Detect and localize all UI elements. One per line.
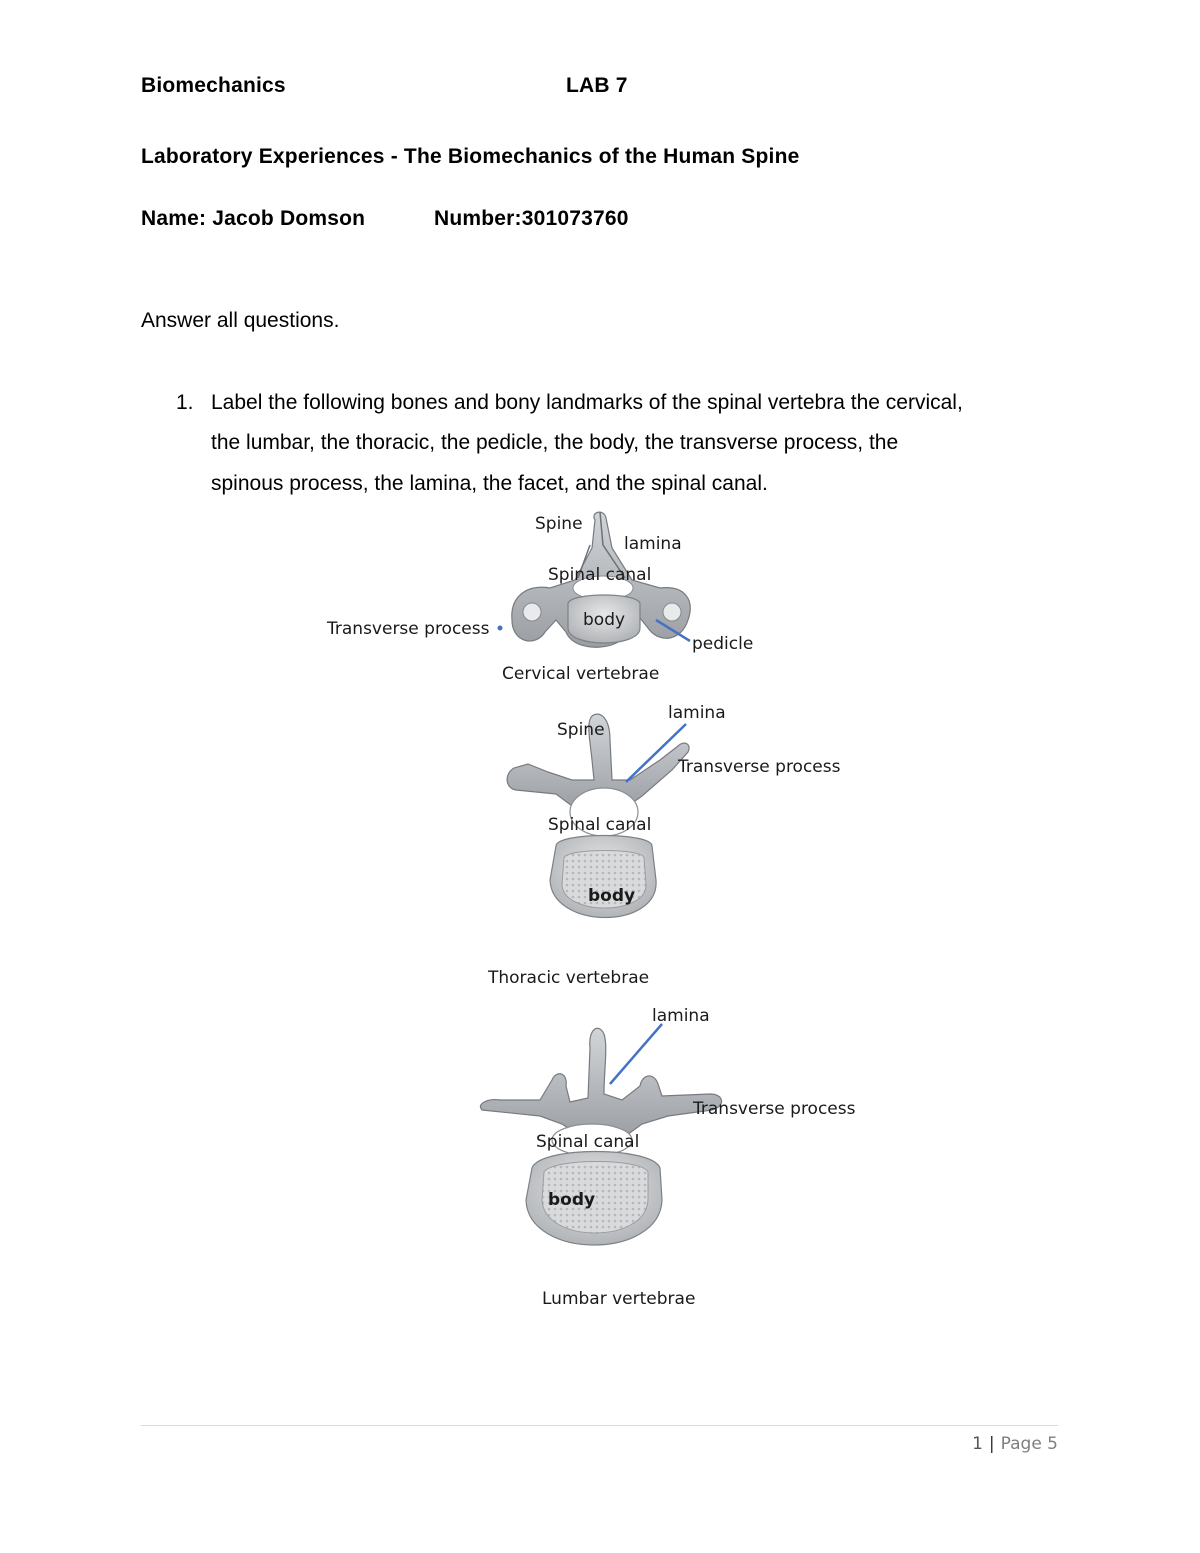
page-label: Page 5 [1000,1434,1058,1454]
label-spinal-canal: Spinal canal [548,565,652,585]
label-lamina: lamina [624,534,682,554]
label-body: body [588,886,636,906]
label-lamina: lamina [652,1006,710,1026]
caption-cervical: Cervical vertebrae [502,664,660,684]
question-number: 1. [176,391,194,414]
label-transverse-process: Transverse process [327,619,490,639]
label-spine: Spine [557,720,605,740]
footer-rule [141,1425,1058,1426]
page-separator: | [988,1434,995,1454]
page-number: 1 [972,1434,983,1454]
lab-number: LAB 7 [566,74,628,97]
label-pedicle: pedicle [692,634,754,654]
label-body: body [583,610,626,630]
caption-lumbar: Lumbar vertebrae [542,1289,696,1309]
question-line: spinous process, the lamina, the facet, and the spinal canal. [211,472,768,495]
label-transverse-process: Transverse process [678,757,841,777]
question-line: Label the following bones and bony landmarks of the spinal vertebra the cervical, [211,391,963,414]
label-spine: Spine [535,514,583,534]
course-title: Biomechanics [141,74,286,97]
page-footer [972,1434,1058,1454]
question-line: the lumbar, the thoracic, the pedicle, the body, the transverse process, the [211,431,899,454]
document-title: Laboratory Experiences - The Biomechanics of the Human Spine [141,145,800,168]
label-lamina: lamina [668,703,726,723]
instructions: Answer all questions. [141,309,340,332]
label-spinal-canal: Spinal canal [548,815,652,835]
label-body: body [548,1190,596,1210]
label-spinal-canal: Spinal canal [536,1132,640,1152]
label-transverse-process: Transverse process [693,1099,856,1119]
student-name: Name: Jacob Domson [141,207,366,230]
student-number: Number:301073760 [434,207,629,230]
caption-thoracic: Thoracic vertebrae [488,968,650,988]
